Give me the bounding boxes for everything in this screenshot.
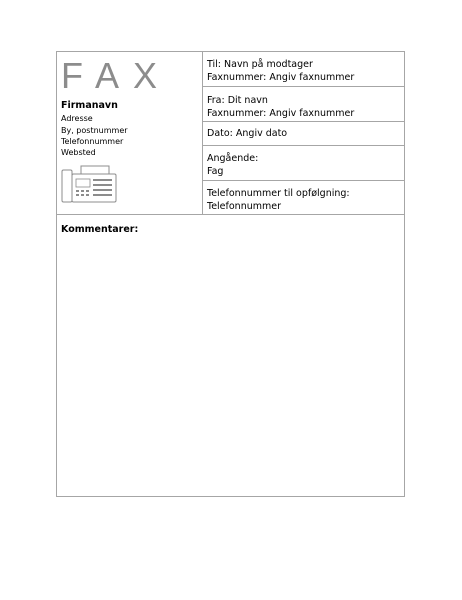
recipient-fax-number: Faxnummer: Angiv faxnummer <box>207 72 355 83</box>
date-cell[interactable] <box>203 122 404 146</box>
sender-fax-number: Faxnummer: Angiv faxnummer <box>207 108 355 119</box>
sender-block <box>57 52 203 215</box>
followup-cell[interactable] <box>203 181 404 215</box>
recipient-name: Til: Navn på modtager <box>207 59 313 70</box>
fax-cover-sheet <box>56 51 405 497</box>
fax-machine-icon <box>61 164 117 206</box>
subject-value: Fag <box>207 166 224 177</box>
company-name: Firmanavn <box>61 100 118 111</box>
recipient-cell[interactable] <box>203 52 404 87</box>
phone-line: Telefonnummer <box>61 137 124 146</box>
subject-cell[interactable] <box>203 146 404 181</box>
fax-title: FAX <box>61 55 172 96</box>
city-postcode-line: By, postnummer <box>61 126 128 135</box>
sender-name: Fra: Dit navn <box>207 95 268 106</box>
sender-cell[interactable] <box>203 87 404 122</box>
date-field: Dato: Angiv dato <box>207 128 288 139</box>
website-line: Websted <box>61 148 96 157</box>
address-line: Adresse <box>61 114 93 123</box>
comments-label: Kommentarer: <box>61 224 139 235</box>
followup-phone: Telefonnummer <box>207 201 281 212</box>
subject-label: Angående: <box>207 153 259 164</box>
followup-label: Telefonnummer til opfølgning: <box>207 188 350 199</box>
fax-details <box>203 52 404 215</box>
